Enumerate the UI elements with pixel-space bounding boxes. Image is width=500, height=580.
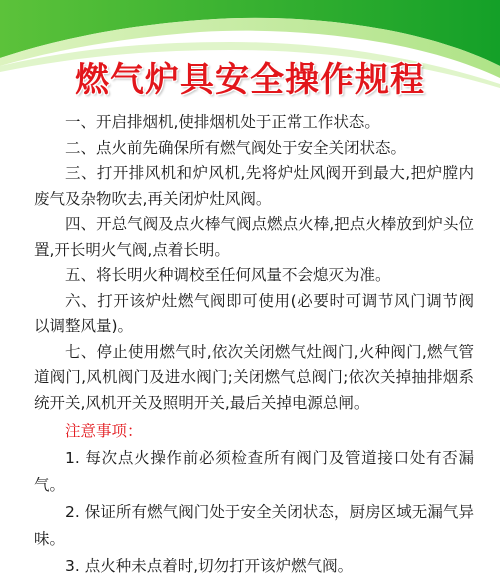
notice-item-3: 3. 点火种未点着时,切勿打开该炉燃气阀。 (65, 557, 354, 575)
step-4: 四、开总气阀及点火棒气阀点燃点火棒,把点火棒放到炉头位置,开长明火气阀,点着长明。 (34, 215, 474, 259)
step-1: 一、开启排烟机,使排烟机处于正常工作状态。 (65, 113, 380, 131)
step-7: 七、停止使用燃气时,依次关闭燃气灶阀门,火种阀门,燃气管道阀门,风机阀门及进水阀门;关闭燃气总阀门;依次关掉抽排烟系统开关,风机开关及照明开关,最后关掉电源总闸。 (34, 342, 474, 412)
step-3: 三、打开排风机和炉风机,先将炉灶风阀开到最大,把炉膛内废气及杂物吹去,再关闭炉灶风阀。 (34, 164, 474, 208)
notice-item-2: 2. 保证所有燃气阀门处于安全关闭状态，厨房区域无漏气异味。 (34, 503, 474, 548)
content-body (34, 110, 474, 580)
notice-title: 注意事项： (65, 422, 143, 440)
step-2: 二、点火前先确保所有燃气阀处于安全关闭状态。 (65, 138, 407, 157)
step-6: 六、打开该炉灶燃气阀即可使用(必要时可调节风门调节阀以调整风量)。 (34, 291, 474, 335)
page-title: 燃气炉具安全操作规程 (75, 60, 425, 100)
notice-item-1: 1. 每次点火操作前必须检查所有阀门及管道接口处有否漏气。 (34, 449, 474, 494)
step-5: 五、将长明火种调校至任何风量不会熄灭为准。 (65, 266, 391, 284)
